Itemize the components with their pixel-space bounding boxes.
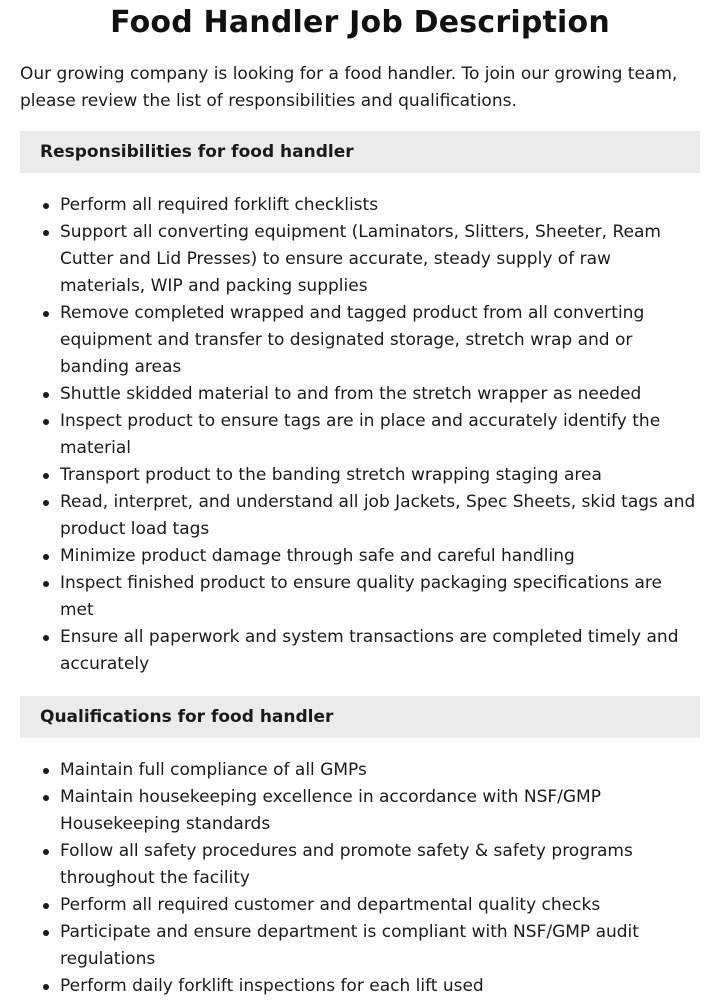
responsibilities-heading: Responsibilities for food handler [20,131,700,173]
responsibilities-list [20,192,700,678]
list-item: Perform all required forklift checklists [60,192,700,219]
list-item: Support all converting equipment (Laminators, Slitters, Sheeter, Ream Cutter and Lid Presses) to ensure accurate, steady supply of raw materials, WIP and packing supplies [60,219,700,300]
list-item: Read, interpret, and understand all job Jackets, Spec Sheets, skid tags and product load tags [60,489,700,543]
intro-paragraph: Our growing company is looking for a food handler. To join our growing team, please review the list of responsibilities and qualifications. [20,64,678,111]
list-item: Follow all safety procedures and promote safety & safety programs throughout the facility [60,838,700,892]
list-item: Maintain full compliance of all GMPs [60,757,700,784]
list-item: Perform all required customer and departmental quality checks [60,892,700,919]
list-item: Perform daily forklift inspections for each lift used [60,973,700,1000]
qualifications-heading: Qualifications for food handler [20,696,700,738]
list-item: Participate and ensure department is compliant with NSF/GMP audit regulations [60,919,700,973]
qualifications-list [20,757,700,1000]
page-title: Food Handler Job Description [110,5,610,40]
list-item: Inspect finished product to ensure quality packaging specifications are met [60,570,700,624]
list-item: Inspect product to ensure tags are in place and accurately identify the material [60,408,700,462]
list-item: Transport product to the banding stretch wrapping staging area [60,462,700,489]
list-item: Remove completed wrapped and tagged product from all converting equipment and transfer to designated storage, stretch wrap and or banding areas [60,300,700,381]
list-item: Maintain housekeeping excellence in accordance with NSF/GMP Housekeeping standards [60,784,700,838]
list-item: Shuttle skidded material to and from the stretch wrapper as needed [60,381,700,408]
list-item: Minimize product damage through safe and careful handling [60,543,700,570]
list-item: Ensure all paperwork and system transactions are completed timely and accurately [60,624,700,678]
